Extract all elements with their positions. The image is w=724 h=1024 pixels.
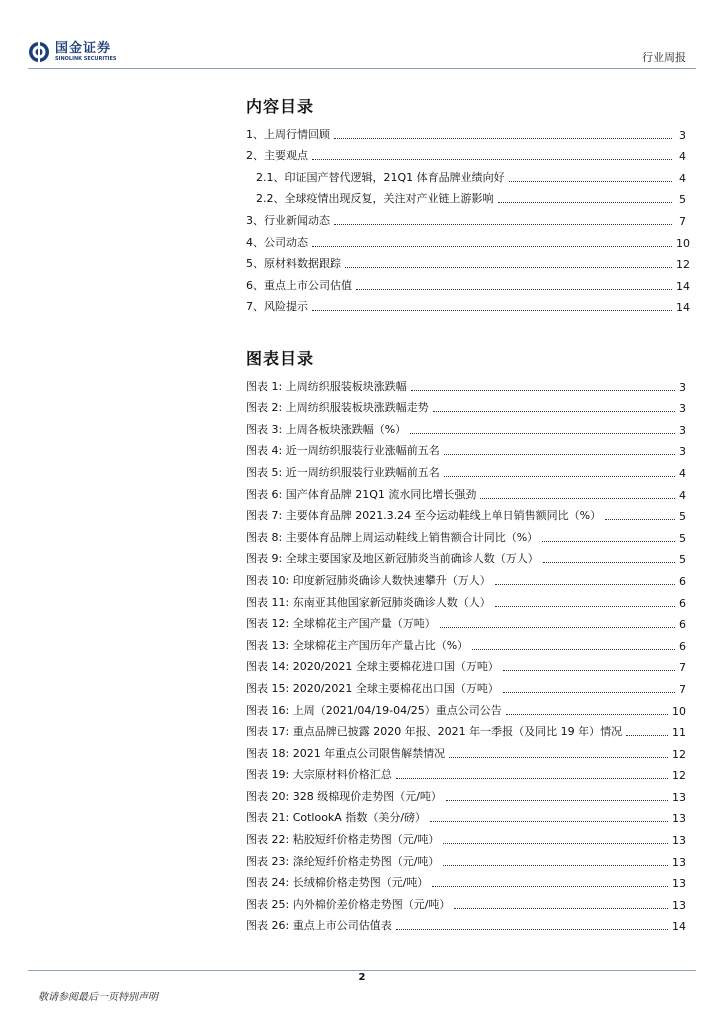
entry-page-number: 4: [679, 150, 686, 164]
report-category: 行业周报: [642, 51, 686, 64]
toc-title: 内容目录: [246, 97, 315, 116]
logo-chinese-name: 国金证券: [55, 41, 112, 56]
entry-label: 图表 23: 涤纶短纤价格走势图（元/吨）: [246, 854, 440, 868]
entry-page-number: 6: [679, 618, 686, 632]
dot-leader: [410, 433, 675, 434]
entry-page-number: 11: [672, 726, 686, 740]
toc-entry[interactable]: [246, 228, 690, 250]
figure-entry[interactable]: [246, 631, 686, 653]
entry-page-number: 10: [672, 704, 686, 718]
dot-leader: [626, 735, 668, 736]
toc-entry[interactable]: [246, 142, 686, 164]
entry-label: 图表 3: 上周各板块涨跌幅（%）: [246, 422, 407, 436]
entry-label: 图表 8: 主要体育品牌上周运动鞋线上销售额合计同比（%）: [246, 530, 539, 544]
dot-leader: [472, 649, 675, 650]
table-of-contents: [246, 120, 690, 315]
figure-entry[interactable]: [246, 761, 686, 783]
entry-page-number: 3: [679, 128, 686, 142]
entry-page-number: 12: [676, 258, 690, 272]
entry-page-number: 13: [672, 877, 686, 891]
figure-entry[interactable]: [246, 610, 686, 632]
toc-entry[interactable]: [246, 293, 690, 315]
entry-page-number: 3: [679, 423, 686, 437]
entry-label: 图表 6: 国产体育品牌 21Q1 流水同比增长强劲: [246, 487, 477, 501]
dot-leader: [503, 692, 675, 693]
dot-leader: [334, 224, 672, 225]
entry-label: 5、原材料数据跟踪: [246, 257, 341, 271]
entry-label: 图表 4: 近一周纺织服装行业涨幅前五名: [246, 444, 440, 458]
page-number: 2: [358, 972, 366, 983]
entry-page-number: 3: [679, 402, 686, 416]
entry-label: 2.2、全球疫情出现反复，关注对产业链上游影响: [256, 192, 494, 206]
entry-label: 图表 1: 上周纺织服装板块涨跌幅: [246, 379, 407, 393]
entry-page-number: 13: [672, 855, 686, 869]
figure-entry[interactable]: [246, 674, 686, 696]
entry-page-number: 5: [679, 531, 686, 545]
sinolink-logo-icon: [28, 41, 50, 63]
entry-page-number: 3: [679, 445, 686, 459]
figure-entry[interactable]: [246, 372, 686, 394]
entry-label: 2.1、印证国产替代逻辑，21Q1 体育品牌业绩向好: [256, 170, 505, 184]
dot-leader: [446, 800, 668, 801]
figure-entry[interactable]: [246, 458, 686, 480]
page-header: [0, 0, 724, 70]
entry-label: 图表 18: 2021 年重点公司限售解禁情况: [246, 746, 446, 760]
dot-leader: [345, 267, 672, 268]
figure-entry[interactable]: [246, 718, 686, 740]
entry-page-number: 13: [672, 834, 686, 848]
entry-page-number: 6: [679, 596, 686, 610]
figure-entry[interactable]: [246, 890, 686, 912]
entry-page-number: 14: [676, 279, 690, 293]
entry-page-number: 14: [676, 301, 690, 315]
figure-entry[interactable]: [246, 415, 686, 437]
figure-entry[interactable]: [246, 502, 686, 524]
dot-leader: [444, 454, 675, 455]
entry-label: 7、风险提示: [246, 300, 308, 314]
list-of-figures: [246, 372, 686, 933]
entry-label: 图表 15: 2020/2021 全球主要棉花出口国（万吨）: [246, 681, 499, 695]
figure-entry[interactable]: [246, 588, 686, 610]
figure-entry[interactable]: [246, 545, 686, 567]
figure-entry[interactable]: [246, 653, 686, 675]
figure-entry[interactable]: [246, 869, 686, 891]
entry-label: 图表 24: 长绒棉价格走势图（元/吨）: [246, 876, 429, 890]
toc-entry[interactable]: [246, 250, 690, 272]
entry-page-number: 7: [679, 682, 686, 696]
entry-page-number: 4: [679, 488, 686, 502]
entry-label: 图表 26: 重点上市公司估值表: [246, 919, 392, 933]
figure-entry[interactable]: [246, 782, 686, 804]
entry-page-number: 5: [679, 553, 686, 567]
dot-leader: [480, 498, 675, 499]
entry-page-number: 13: [672, 898, 686, 912]
dot-leader: [498, 202, 673, 203]
entry-page-number: 7: [679, 661, 686, 675]
entry-page-number: 7: [679, 214, 686, 228]
entry-page-number: 4: [679, 466, 686, 480]
entry-page-number: 4: [679, 171, 686, 185]
dot-leader: [495, 606, 675, 607]
figure-entry[interactable]: [246, 696, 686, 718]
entry-page-number: 5: [679, 193, 686, 207]
toc-entry[interactable]: [246, 206, 686, 228]
entry-label: 图表 14: 2020/2021 全球主要棉花进口国（万吨）: [246, 660, 499, 674]
entry-page-number: 12: [672, 747, 686, 761]
entry-label: 图表 11: 东南亚其他国家新冠肺炎确诊人数（人）: [246, 595, 491, 609]
entry-label: 图表 9: 全球主要国家及地区新冠肺炎当前确诊人数（万人）: [246, 552, 539, 566]
toc-entry[interactable]: [246, 163, 686, 185]
dot-leader: [334, 138, 672, 139]
header-divider: [28, 68, 696, 69]
entry-label: 图表 7: 主要体育品牌 2021.3.24 至今运动鞋线上单日销售额同比（%）: [246, 509, 602, 523]
entry-label: 2、主要观点: [246, 149, 308, 163]
figure-entry[interactable]: [246, 480, 686, 502]
entry-label: 1、上周行情回顾: [246, 127, 330, 141]
footer-divider: [28, 970, 696, 971]
dot-leader: [605, 519, 675, 520]
entry-label: 图表 20: 328 级棉现价走势图（元/吨）: [246, 789, 442, 803]
lof-title: 图表目录: [246, 349, 315, 368]
figure-entry[interactable]: [246, 437, 686, 459]
dot-leader: [503, 670, 675, 671]
dot-leader: [449, 757, 668, 758]
entry-page-number: 3: [679, 380, 686, 394]
toc-entry[interactable]: [246, 120, 686, 142]
entry-label: 图表 12: 全球棉花主产国产量（万吨）: [246, 617, 436, 631]
dot-leader: [433, 411, 675, 412]
entry-label: 图表 2: 上周纺织服装板块涨跌幅走势: [246, 401, 429, 415]
dot-leader: [543, 562, 675, 563]
figure-entry[interactable]: [246, 394, 686, 416]
entry-page-number: 5: [679, 510, 686, 524]
dot-leader: [411, 390, 675, 391]
dot-leader: [356, 289, 672, 290]
figure-entry[interactable]: [246, 847, 686, 869]
toc-entry[interactable]: [246, 185, 686, 207]
toc-entry[interactable]: [246, 271, 690, 293]
entry-label: 图表 19: 大宗原材料价格汇总: [246, 768, 392, 782]
dot-leader: [509, 181, 672, 182]
dot-leader: [440, 627, 675, 628]
dot-leader: [443, 843, 668, 844]
dot-leader: [312, 246, 672, 247]
dot-leader: [396, 778, 668, 779]
entry-label: 图表 25: 内外棉价差价格走势图（元/吨）: [246, 897, 451, 911]
entry-page-number: 10: [676, 236, 690, 250]
entry-label: 图表 13: 全球棉花主产国历年产量占比（%）: [246, 638, 469, 652]
dot-leader: [443, 865, 668, 866]
entry-label: 图表 5: 近一周纺织服装行业跌幅前五名: [246, 465, 440, 479]
company-logo: [28, 38, 134, 66]
logo-english-name: SINOLINK SECURITIES: [55, 56, 117, 62]
entry-label: 图表 22: 粘胶短纤价格走势图（元/吨）: [246, 833, 440, 847]
entry-page-number: 12: [672, 769, 686, 783]
dot-leader: [542, 541, 675, 542]
figure-entry[interactable]: [246, 566, 686, 588]
figure-entry[interactable]: [246, 825, 686, 847]
entry-page-number: 14: [672, 920, 686, 934]
dot-leader: [312, 159, 672, 160]
figure-entry[interactable]: [246, 523, 686, 545]
dot-leader: [396, 929, 668, 930]
dot-leader: [506, 714, 668, 715]
figure-entry[interactable]: [246, 739, 686, 761]
entry-label: 图表 16: 上周（2021/04/19-04/25）重点公司公告: [246, 703, 502, 717]
dot-leader: [444, 476, 675, 477]
dot-leader: [430, 821, 668, 822]
entry-page-number: 6: [679, 574, 686, 588]
entry-label: 3、行业新闻动态: [246, 213, 330, 227]
entry-page-number: 6: [679, 639, 686, 653]
dot-leader: [312, 310, 672, 311]
dot-leader: [495, 584, 675, 585]
disclaimer-text: 敬请参阅最后一页特别声明: [38, 992, 158, 1003]
entry-page-number: 13: [672, 790, 686, 804]
entry-label: 图表 21: CotlookA 指数（美分/磅）: [246, 811, 427, 825]
dot-leader: [432, 886, 668, 887]
entry-label: 6、重点上市公司估值: [246, 278, 352, 292]
figure-entry[interactable]: [246, 912, 686, 934]
figure-entry[interactable]: [246, 804, 686, 826]
dot-leader: [454, 908, 668, 909]
entry-label: 4、公司动态: [246, 235, 308, 249]
entry-page-number: 13: [672, 812, 686, 826]
entry-label: 图表 17: 重点品牌已披露 2020 年报、2021 年一季报（及同比 19 年）情况: [246, 725, 623, 739]
entry-label: 图表 10: 印度新冠肺炎确诊人数快速攀升（万人）: [246, 573, 491, 587]
